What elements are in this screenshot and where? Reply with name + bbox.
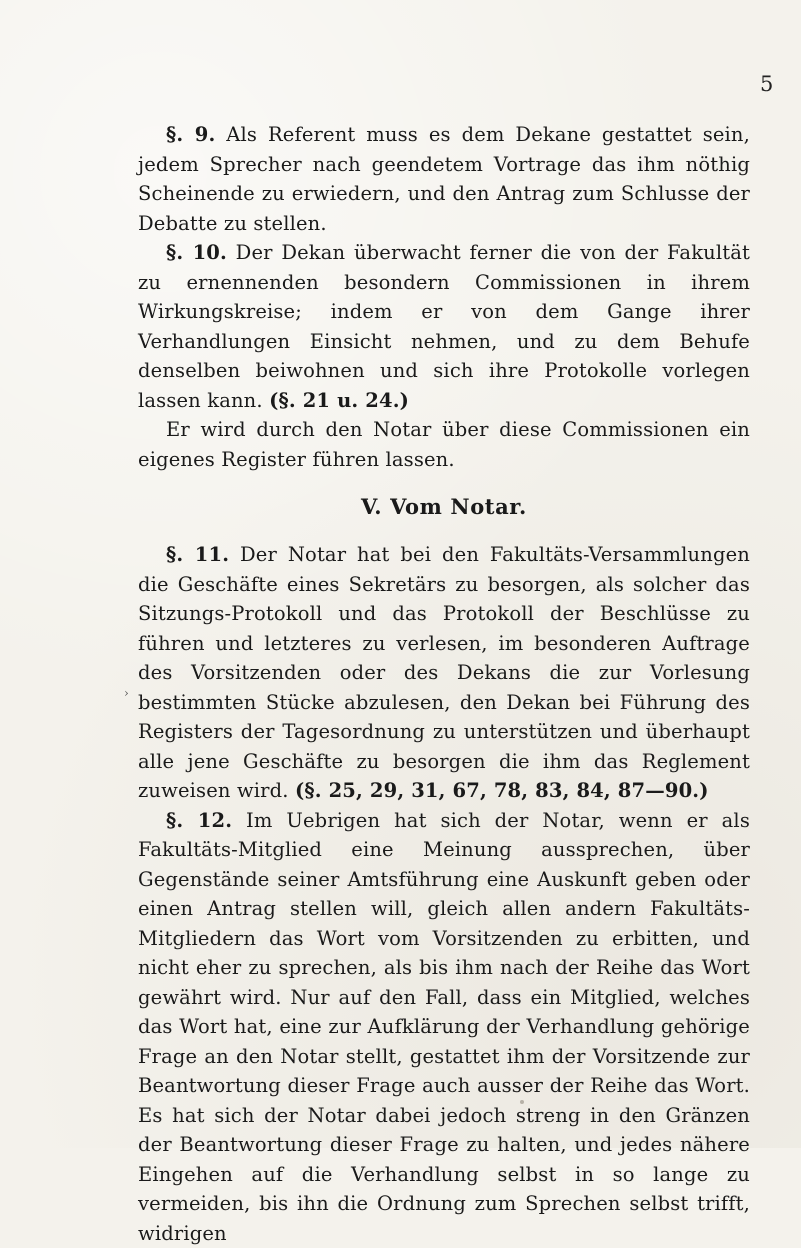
main-text bbox=[138, 120, 750, 1248]
paragraph-text: Im Uebrigen hat sich der Notar, wenn er als Fakultäts-Mitglied eine Meinung aussprechen, über Gegenstände seiner Amtsführung eine Auskunft geben oder einen Antrag stellen will, gleich allen andern Fakultäts-Mitgliedern das Wort vom Vorsitzenden zu erbitten, und nicht eher zu sprechen, als bis ihm nach der Reihe das Wort gewährt wird. Nur auf den Fall, dass ein Mitglied, welches das Wort hat, eine zur Aufklärung der Verhandlung gehörige Frage an den Notar stellt, gestattet ihm der Vorsitzende zur Beantwortung dieser Frage auch ausser der Reihe das Wort. Es hat sich der Notar dabei jedoch streng in den Gränzen der Beantwortung dieser Frage zu halten, und jedes nähere Eingehen auf die Verhandlung selbst in so lange zu vermeiden, bis ihn die Ordnung zum Sprechen selbst trifft, widrigen bbox=[138, 809, 750, 1245]
paragraph-section-10 bbox=[138, 238, 750, 415]
chapter-heading: V. Vom Notar. bbox=[138, 492, 750, 522]
paragraph-text: Der Dekan überwacht ferner die von der Fakultät zu ernennenden besondern Commissionen in ihrem Wirkungskreise; indem er von dem Gange ihrer Verhandlungen Einsicht nehmen, und zu dem Behufe denselben beiwohnen und sich ihre Protokolle vorlegen lassen kann. bbox=[138, 241, 750, 412]
paragraph-text: Als Referent muss es dem Dekane gestattet sein, jedem Sprecher nach geendetem Vortrage das ihm nöthig Scheinende zu erwiedern, und den Antrag zum Schlusse der Debatte zu stellen. bbox=[138, 123, 750, 235]
section-label: §. 12. bbox=[166, 809, 232, 832]
paragraph-text: Er wird durch den Notar über diese Commissionen ein eigenes Register führen lassen. bbox=[138, 418, 750, 471]
section-label: §. 11. bbox=[166, 543, 229, 566]
paper-speck bbox=[520, 1100, 524, 1104]
paragraph-section-9 bbox=[138, 120, 750, 238]
paragraph-commission-register bbox=[138, 415, 750, 474]
paragraph-section-11 bbox=[138, 540, 750, 806]
page-number: 5 bbox=[760, 74, 773, 95]
paragraph-text: Der Notar hat bei den Fakultäts-Versammlungen die Geschäfte eines Sekretärs zu besorgen, als solcher das Sitzungs-Protokoll und das Protokoll der Beschlüsse zu führen und letzteres zu verlesen, im besonderen Auftrage des Vorsitzenden oder des Dekans die zur Vorlesung bestimmten Stücke abzulesen, den Dekan bei Führung des Registers der Tagesordnung zu unterstützen und überhaupt alle jene Geschäfte zu besorgen die ihm das Reglement zuweisen wird. bbox=[138, 543, 750, 802]
section-label: §. 10. bbox=[166, 241, 227, 264]
section-label: §. 9. bbox=[166, 123, 215, 146]
section-reference: (§. 25, 29, 31, 67, 78, 83, 84, 87—90.) bbox=[295, 779, 709, 802]
paragraph-section-12 bbox=[138, 806, 750, 1248]
section-reference: (§. 21 u. 24.) bbox=[269, 389, 409, 412]
margin-mark: › bbox=[124, 686, 129, 700]
